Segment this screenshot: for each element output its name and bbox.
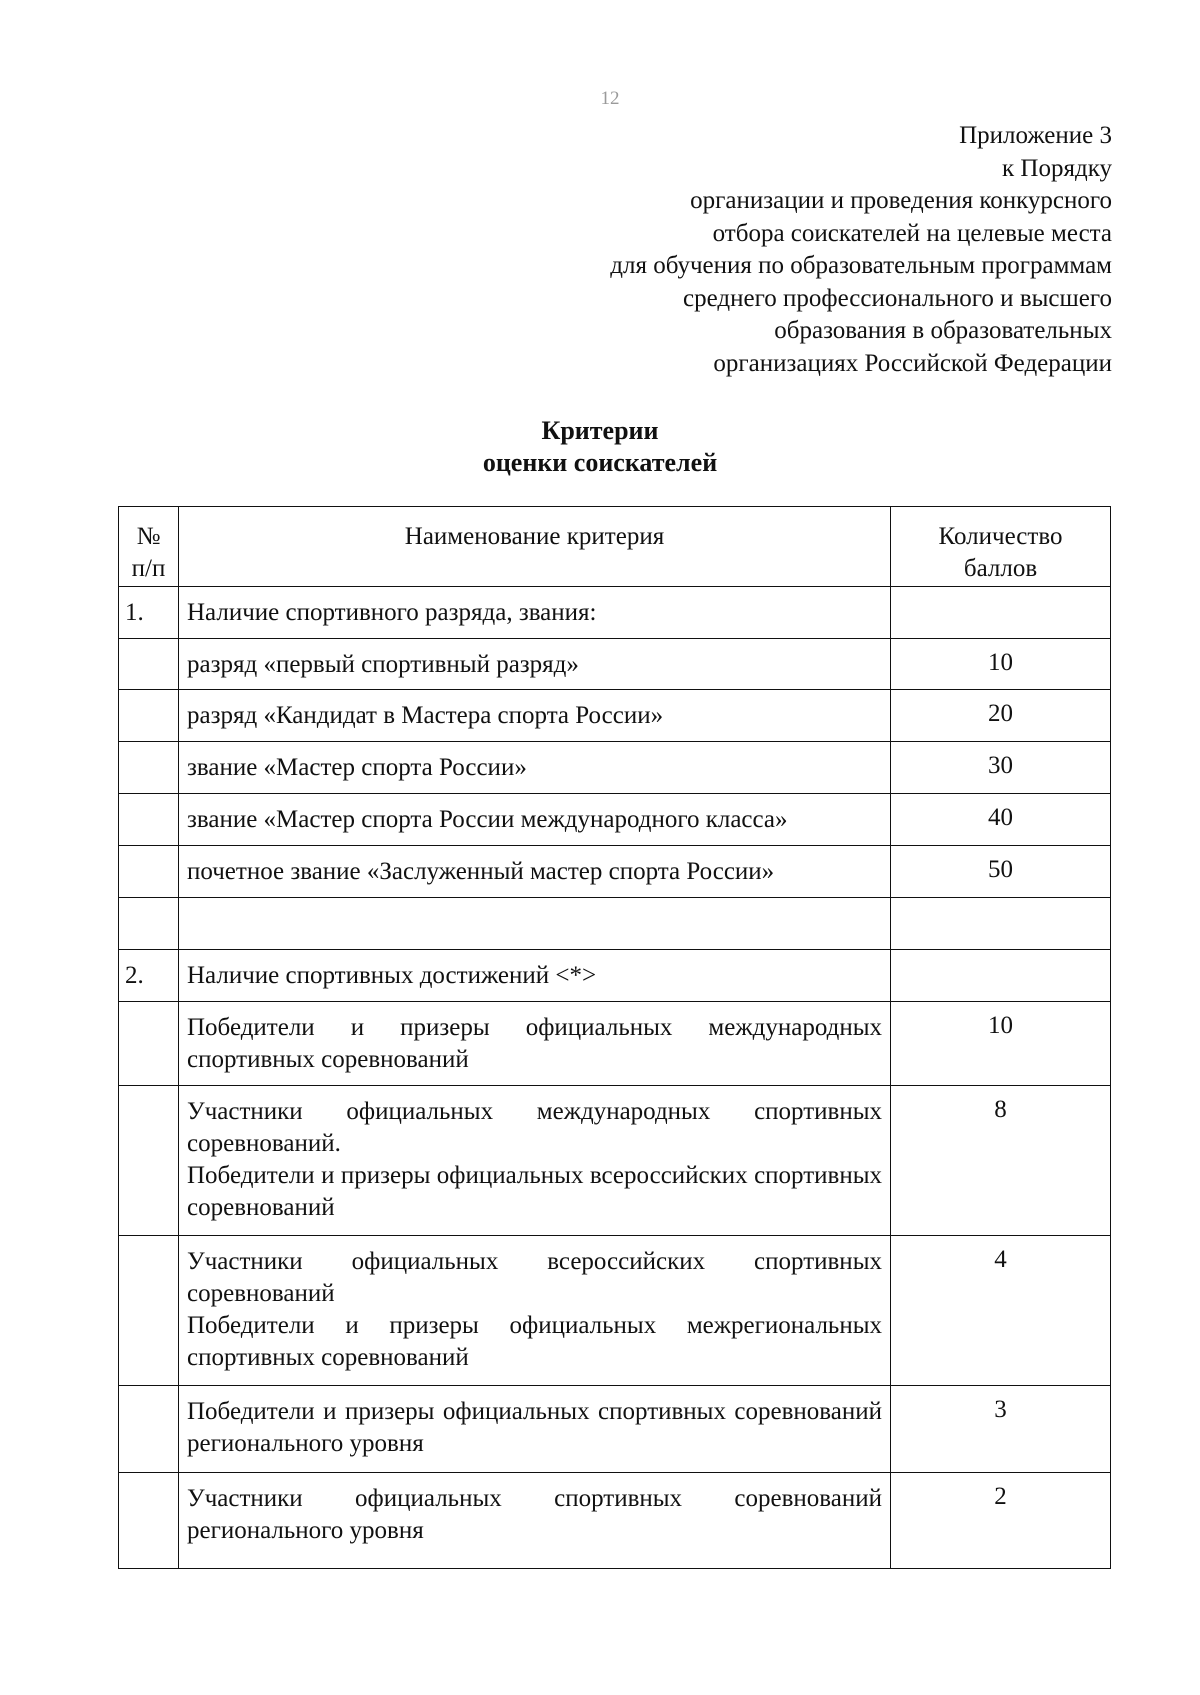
row-name-cell [179, 639, 891, 690]
row-score: 10 [988, 649, 1013, 676]
row-name: Победители и призеры официальных международных спортивных соревнований [187, 1014, 882, 1073]
row-name-cell [179, 898, 891, 950]
row-num-cell [119, 794, 179, 846]
row-score: 4 [994, 1246, 1007, 1273]
row-num [119, 742, 178, 752]
row-name-cell [179, 1473, 891, 1569]
row-num-cell [119, 846, 179, 898]
row-name-cell [179, 794, 891, 846]
row-num [119, 1386, 178, 1396]
appendix-line: образования в образовательных [774, 317, 1112, 344]
row-score-cell [891, 690, 1111, 742]
row-score-cell [891, 639, 1111, 690]
header-num-line: п/п [131, 555, 166, 582]
row-name: Победители и призеры официальных межрегиональных спортивных соревнований [187, 1312, 882, 1371]
appendix-line: организациях Российской Федерации [713, 349, 1112, 377]
row-name: Наличие спортивного разряда, звания: [187, 599, 597, 626]
row-score: 8 [994, 1096, 1007, 1123]
row-name: Участники официальных всероссийских спортивных соревнований [187, 1248, 882, 1307]
row-num [119, 690, 178, 700]
row-score-cell [891, 1386, 1111, 1473]
row-num-cell [119, 898, 179, 950]
row-name-cell [179, 1236, 891, 1386]
row-name: разряд «Кандидат в Мастера спорта России» [187, 702, 664, 729]
row-name: Наличие спортивных достижений <*> [187, 962, 597, 989]
row-score-cell [891, 898, 1111, 950]
row-num [119, 1002, 178, 1012]
row-name: разряд «первый спортивный разряд» [187, 651, 579, 678]
row-name: Победители и призеры официальных всероссийских спортивных соревнований [187, 1162, 882, 1221]
row-num [119, 1473, 178, 1483]
row-name-cell [179, 587, 891, 639]
header-score-line: баллов [963, 555, 1038, 582]
row-num [119, 846, 178, 856]
table-row [119, 794, 1111, 846]
row-num-cell [119, 639, 179, 690]
row-score-cell [891, 794, 1111, 846]
row-name: Участники официальных международных спортивных соревнований. [187, 1098, 882, 1157]
header-name [179, 507, 891, 587]
row-score-cell [891, 1473, 1111, 1569]
row-score [891, 898, 1110, 906]
table-header-row [119, 507, 1111, 587]
row-score: 10 [988, 1012, 1013, 1039]
title-line-1: Критерии [541, 416, 659, 445]
row-score-cell [891, 1086, 1111, 1236]
row-score [891, 950, 1110, 958]
row-name: Участники официальных спортивных соревнований регионального уровня [187, 1485, 882, 1544]
row-score-cell [891, 1236, 1111, 1386]
appendix-line: Приложение 3 [959, 122, 1112, 149]
row-name: звание «Мастер спорта России» [187, 754, 527, 781]
row-score: 2 [994, 1483, 1007, 1510]
row-num [119, 898, 178, 908]
row-name-cell [179, 742, 891, 794]
row-num-cell [119, 1473, 179, 1569]
table-row [119, 1473, 1111, 1569]
table-row [119, 898, 1111, 950]
row-score: 3 [994, 1396, 1007, 1423]
row-num [119, 1236, 178, 1246]
row-name-cell [179, 846, 891, 898]
row-num-cell [119, 1386, 179, 1473]
row-num [119, 1086, 178, 1096]
row-name: звание «Мастер спорта России международного класса» [187, 806, 788, 833]
table-row [119, 1386, 1111, 1473]
criteria-table [118, 506, 1111, 1569]
row-score: 30 [988, 752, 1013, 779]
row-num-cell [119, 1002, 179, 1086]
row-num: 2. [125, 962, 144, 989]
appendix-header [392, 120, 1112, 380]
row-num-cell [119, 1086, 179, 1236]
header-num-line: № [136, 523, 161, 550]
row-name-cell [179, 1086, 891, 1236]
row-num-cell [119, 742, 179, 794]
appendix-line: отбора соискателей на целевые места [712, 219, 1112, 247]
row-score [891, 587, 1110, 595]
row-name-cell [179, 1386, 891, 1473]
row-num [119, 639, 178, 649]
row-score-cell [891, 846, 1111, 898]
row-num-cell [119, 950, 179, 1002]
row-num-cell [119, 1236, 179, 1386]
table-row [119, 1002, 1111, 1086]
row-score-cell [891, 1002, 1111, 1086]
row-score-cell [891, 742, 1111, 794]
row-score: 50 [988, 856, 1013, 883]
row-score: 40 [988, 804, 1013, 831]
appendix-line: к Порядку [1002, 154, 1112, 182]
header-num [119, 507, 179, 587]
row-num-cell [119, 690, 179, 742]
row-score-cell [891, 950, 1111, 1002]
row-name-cell [179, 1002, 891, 1086]
header-name-text: Наименование критерия [404, 523, 665, 550]
header-score [891, 507, 1111, 587]
appendix-line: среднего профессионального и высшего [683, 284, 1112, 312]
table-row [119, 950, 1111, 1002]
row-name-cell [179, 950, 891, 1002]
page-number: 12 [600, 88, 620, 109]
appendix-line: для обучения по образовательным программам [610, 252, 1112, 279]
table-row [119, 639, 1111, 690]
table-row [119, 742, 1111, 794]
row-name: почетное звание «Заслуженный мастер спорта России» [187, 858, 775, 885]
table-row [119, 846, 1111, 898]
row-score: 20 [988, 700, 1013, 727]
row-num: 1. [125, 599, 144, 626]
row-name: Победители и призеры официальных спортивных соревнований регионального уровня [187, 1398, 882, 1457]
row-num [119, 794, 178, 804]
row-name-cell [179, 690, 891, 742]
title-line-2: оценки соискателей [482, 448, 718, 477]
document-title [0, 415, 1200, 479]
header-score-line: Количество [938, 523, 1063, 550]
table-row [119, 1086, 1111, 1236]
table-row [119, 587, 1111, 639]
row-num-cell [119, 587, 179, 639]
table-row [119, 1236, 1111, 1386]
row-score-cell [891, 587, 1111, 639]
table-row [119, 690, 1111, 742]
appendix-line: организации и проведения конкурсного [690, 187, 1112, 214]
